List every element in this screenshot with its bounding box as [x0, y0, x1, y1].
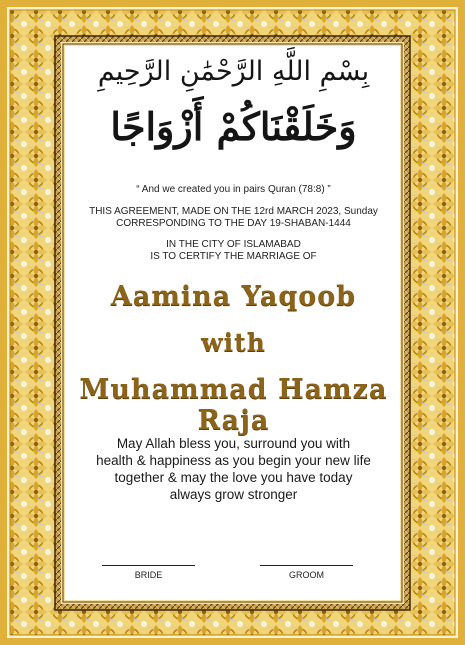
- blessing-text: [71, 435, 396, 503]
- groom-name: Muhammad Hamza Raja: [79, 374, 388, 436]
- agreement-text: [71, 206, 396, 230]
- bismillah-calligraphy: بِسْمِ اللَّهِ الرَّحْمَٰنِ الرَّحِيمِ: [97, 56, 370, 87]
- city-certify-text: [71, 239, 396, 263]
- groom-label: GROOM: [289, 570, 324, 580]
- city-line: IN THE CITY OF ISLAMABAD: [166, 239, 301, 250]
- agreement-line-1: THIS AGREEMENT, MADE ON THE 12rd MARCH 2023, Sunday: [89, 206, 378, 217]
- certify-line: IS TO CERTIFY THE MARRIAGE OF: [150, 251, 317, 262]
- certificate-content: [71, 48, 396, 596]
- bride-label: BRIDE: [134, 570, 163, 580]
- bride-signature-line: [102, 565, 195, 566]
- groom-signature-line: [260, 565, 353, 566]
- with-word: with: [201, 328, 266, 357]
- blessing-line-2: health & happiness as you begin your new life: [96, 453, 371, 468]
- blessing-line-4: always grow stronger: [169, 487, 298, 502]
- bride-name: Aamina Yaqoob: [110, 281, 357, 312]
- verse-translation: “ And we created you in pairs Quran (78:8) ”: [136, 184, 331, 195]
- blessing-line-1: May Allah bless you, surround you with: [116, 436, 351, 451]
- agreement-line-2: CORRESPONDING TO THE DAY 19-SHABAN-1444: [116, 218, 351, 229]
- blessing-line-3: together & may the love you have today: [114, 470, 353, 485]
- verse-calligraphy: وَخَلَقْنَاكُمْ أَزْوَاجًا: [110, 104, 357, 149]
